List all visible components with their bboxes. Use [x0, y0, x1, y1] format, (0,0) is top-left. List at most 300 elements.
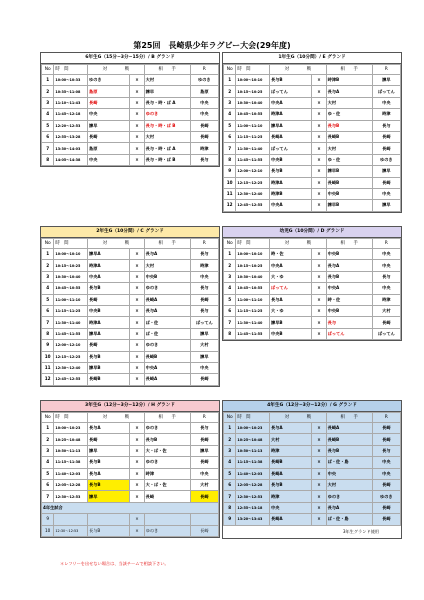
match-time: 14:05〜14:38 — [54, 154, 88, 165]
col-ref: R — [190, 65, 218, 75]
team-a: 長与A — [88, 423, 130, 434]
referee: 時津 — [372, 294, 400, 305]
team-b: 長与A — [144, 249, 190, 260]
team-a: 諫早A — [88, 328, 130, 339]
match-no: 5 — [42, 294, 54, 305]
referee: 時津 — [372, 109, 400, 120]
team-a: 長崎A — [270, 514, 312, 525]
referee: 諫早 — [372, 166, 400, 177]
match-no: 2 — [224, 260, 236, 271]
table-row — [224, 200, 401, 211]
table-row — [224, 154, 401, 165]
versus-mark: × — [312, 305, 326, 316]
versus-mark: × — [130, 75, 144, 86]
team-b: 長与・時・ば A — [144, 97, 190, 108]
team-a: 長崎 — [88, 131, 130, 142]
match-time: 12:30〜12:53 — [236, 491, 270, 502]
referee: 長崎 — [372, 479, 400, 490]
team-a: ゆのき — [88, 75, 130, 86]
team-a: 長崎 — [88, 340, 130, 351]
table-row — [42, 445, 219, 456]
referee: 長崎 — [190, 434, 218, 445]
table-row — [42, 423, 219, 434]
referee: 長崎 — [372, 143, 400, 154]
versus-mark: × — [312, 166, 326, 177]
team-b: ば・佐 — [144, 317, 190, 328]
block-header: 6年生G（15分−3分−15分）/ B グランド — [41, 53, 219, 64]
table-row — [224, 120, 401, 131]
referee: 長与 — [372, 271, 400, 282]
table-row — [42, 317, 219, 328]
match-no: 3 — [224, 97, 236, 108]
team-a: 中央 — [270, 502, 312, 513]
match-time: 12:45〜12:55 — [54, 374, 88, 385]
team-b: ば・佐 — [144, 328, 190, 339]
match-time: 10:30〜10:40 — [236, 271, 270, 282]
table-row — [224, 177, 401, 188]
kinder-schedule — [222, 226, 402, 341]
schedule-table — [223, 238, 401, 340]
table-row — [42, 374, 219, 385]
match-time: 11:00〜11:10 — [54, 294, 88, 305]
table-row — [224, 86, 401, 97]
col-no: No — [224, 413, 236, 423]
match-time: 10:00〜10:23 — [54, 423, 88, 434]
match-time: 11:45〜11:55 — [54, 328, 88, 339]
team-a: 長与B — [88, 283, 130, 294]
team-b: 中央B — [144, 271, 190, 282]
team-b: 大村 — [326, 143, 372, 154]
versus-mark: × — [130, 423, 144, 434]
match-no: 7 — [224, 143, 236, 154]
match-no: 5 — [224, 294, 236, 305]
referee: 長与 — [190, 154, 218, 165]
referee: 長崎 — [190, 374, 218, 385]
schedule-table — [41, 238, 219, 386]
referee: 諫早 — [372, 200, 400, 211]
match-time: 11:10〜11:43 — [54, 97, 88, 108]
versus-mark: × — [130, 109, 144, 120]
referee: 大村 — [372, 305, 400, 316]
match-no: 1 — [42, 423, 54, 434]
grade2-schedule — [40, 226, 220, 387]
table-row — [224, 283, 401, 294]
versus-mark: × — [130, 457, 144, 468]
team-a: 中央A — [270, 97, 312, 108]
col-vs: 対 戦 — [270, 413, 327, 423]
col-no: No — [224, 239, 236, 249]
team-a: 大村 — [270, 434, 312, 445]
match-time: 10:00〜10:10 — [236, 249, 270, 260]
match-no: 3 — [42, 97, 54, 108]
col-opponent: 相 手 — [326, 65, 372, 75]
versus-mark: × — [130, 131, 144, 142]
table-row — [42, 249, 219, 260]
referee: 長崎 — [372, 514, 400, 525]
team-a: 長与B — [270, 166, 312, 177]
team-b: 中央A — [144, 362, 190, 373]
table-row — [42, 305, 219, 316]
referee: 長与 — [372, 120, 400, 131]
match-time: 11:45〜11:55 — [236, 328, 270, 339]
col-no: No — [224, 65, 236, 75]
team-a: 時津 — [270, 491, 312, 502]
match-no: 2 — [224, 86, 236, 97]
table-row — [42, 457, 219, 468]
versus-mark: × — [312, 457, 326, 468]
match-no: 9 — [42, 340, 54, 351]
col-ref: R — [190, 413, 218, 423]
table-row — [42, 468, 219, 479]
team-a: 長崎B — [88, 374, 130, 385]
col-vs: 対 戦 — [88, 239, 145, 249]
match-no: 2 — [42, 260, 54, 271]
team-b: 大村 — [326, 479, 372, 490]
team-b: 長与・時・ば B — [144, 154, 190, 165]
team-a: 長与B — [88, 457, 130, 468]
team-b: 長崎A — [144, 294, 190, 305]
match-time: 10:30〜10:40 — [236, 97, 270, 108]
match-time: 10:00〜10:23 — [236, 423, 270, 434]
table-row — [42, 294, 219, 305]
match-time: 11:40〜12:03 — [236, 468, 270, 479]
match-time: 11:40〜12:03 — [54, 468, 88, 479]
team-b: 長与A — [326, 86, 372, 97]
referee: 長与 — [190, 305, 218, 316]
referee: 時津 — [190, 260, 218, 271]
referee: 諫早 — [190, 328, 218, 339]
match-time: 12:00〜12:10 — [236, 166, 270, 177]
match-time: 12:30〜12:53 — [54, 525, 88, 536]
match-time: 11:15〜11:38 — [54, 457, 88, 468]
match-time: 12:05〜12:28 — [236, 479, 270, 490]
versus-mark: × — [312, 86, 326, 97]
match-time: 12:45〜12:55 — [236, 200, 270, 211]
team-a: 時・佐 — [270, 249, 312, 260]
team-a: 時津B — [270, 188, 312, 199]
versus-mark: × — [312, 328, 326, 339]
team-a: 島原 — [88, 143, 130, 154]
versus-mark: × — [130, 283, 144, 294]
match-no: 9 — [42, 514, 54, 525]
match-no: 8 — [224, 154, 236, 165]
match-time: 12:30〜12:53 — [54, 491, 88, 502]
team-b: ぱってん — [326, 328, 372, 339]
match-time: 12:55〜13:18 — [236, 502, 270, 513]
versus-mark: × — [130, 86, 144, 97]
versus-mark: × — [312, 188, 326, 199]
match-no: 6 — [42, 479, 54, 490]
match-no: 1 — [42, 249, 54, 260]
referee: 長崎 — [190, 294, 218, 305]
team-b: 長崎B — [326, 177, 372, 188]
team-b: 大村 — [144, 75, 190, 86]
team-b: ゆのき — [144, 423, 190, 434]
table-row — [224, 479, 401, 490]
column-header-row — [42, 413, 219, 423]
referee: 中央 — [190, 97, 218, 108]
match-time: 11:45〜12:18 — [54, 109, 88, 120]
referee-note: ＊レフリーを出せない場合は、当該チームで相談下さい。 — [60, 561, 169, 566]
col-opponent: 相 手 — [144, 65, 190, 75]
referee: 長与 — [190, 283, 218, 294]
table-row — [224, 271, 401, 282]
referee: ぱってん — [190, 317, 218, 328]
table-row — [42, 120, 219, 131]
team-a: 長与A — [270, 423, 312, 434]
table-row — [224, 502, 401, 513]
team-b: 長与B — [326, 445, 372, 456]
referee: 中央 — [190, 362, 218, 373]
block-header: 1年生G（10分間）/ E グランド — [223, 53, 401, 64]
team-b: 長崎A — [326, 423, 372, 434]
match-time: 11:15〜11:25 — [54, 305, 88, 316]
referee: 長崎 — [190, 120, 218, 131]
team-a: 時津 — [270, 445, 312, 456]
table-row — [224, 131, 401, 142]
match-time: 11:15〜11:25 — [236, 131, 270, 142]
match-time: 12:30〜12:40 — [54, 362, 88, 373]
match-no: 5 — [224, 120, 236, 131]
referee: ぱってん — [372, 328, 400, 339]
col-opponent: 相 手 — [326, 413, 372, 423]
match-no: 4 — [42, 283, 54, 294]
versus-mark: × — [130, 351, 144, 362]
versus-mark: × — [130, 434, 144, 445]
team-a: 長与B — [88, 351, 130, 362]
team-a: 長崎A — [270, 131, 312, 142]
match-time: 10:50〜11:13 — [54, 445, 88, 456]
versus-mark: × — [130, 154, 144, 165]
match-no: 5 — [224, 468, 236, 479]
match-no: 7 — [224, 491, 236, 502]
referee: 長崎 — [190, 457, 218, 468]
table-row — [42, 283, 219, 294]
team-a: 時津A — [270, 177, 312, 188]
sub-section-label: 4年生試合 — [42, 502, 219, 513]
column-header-row — [42, 239, 219, 249]
versus-mark: × — [312, 131, 326, 142]
table-row — [42, 131, 219, 142]
referee: 中央 — [190, 271, 218, 282]
team-b: 大村 — [144, 131, 190, 142]
versus-mark: × — [130, 445, 144, 456]
table-row — [224, 260, 401, 271]
team-b: 長崎 — [144, 491, 190, 502]
match-time: 10:25〜10:48 — [54, 434, 88, 445]
schedule-table — [223, 64, 401, 212]
match-no: 1 — [224, 75, 236, 86]
table-row — [42, 154, 219, 165]
col-no: No — [42, 239, 54, 249]
versus-mark: × — [312, 143, 326, 154]
match-time: 11:45〜11:55 — [236, 154, 270, 165]
referee: ぱってん — [372, 86, 400, 97]
block-header: 2年生G（10分間）/ C グランド — [41, 227, 219, 238]
referee: 大村 — [190, 340, 218, 351]
match-no: 8 — [224, 328, 236, 339]
match-no: 4 — [224, 283, 236, 294]
table-row — [42, 525, 219, 536]
team-a: 長与B — [88, 525, 130, 536]
match-time: 10:15〜10:25 — [54, 260, 88, 271]
versus-mark: × — [312, 445, 326, 456]
referee: 長与 — [372, 445, 400, 456]
match-no: 2 — [224, 434, 236, 445]
versus-mark: × — [130, 294, 144, 305]
match-no: 3 — [42, 271, 54, 282]
referee: ゆのき — [372, 154, 400, 165]
versus-mark: × — [130, 328, 144, 339]
team-b: 長崎A — [144, 374, 190, 385]
match-no: 3 — [224, 271, 236, 282]
team-a: 中央B — [270, 154, 312, 165]
team-b: 大・ば・佐 — [144, 479, 190, 490]
col-time: 時 間 — [54, 413, 88, 423]
table-row — [42, 260, 219, 271]
team-a: 中央B — [270, 328, 312, 339]
match-no: 4 — [42, 457, 54, 468]
column-header-row — [224, 413, 401, 423]
team-a: 時津A — [88, 260, 130, 271]
referee: 長与 — [190, 249, 218, 260]
table-row — [42, 271, 219, 282]
col-time: 時 間 — [236, 65, 270, 75]
match-no: 11 — [42, 362, 54, 373]
match-time: 12:00〜12:10 — [54, 340, 88, 351]
referee: 諫早 — [190, 445, 218, 456]
table-row — [224, 305, 401, 316]
versus-mark: × — [312, 491, 326, 502]
table-row — [224, 328, 401, 339]
match-no: 7 — [42, 491, 54, 502]
team-b: 大村 — [144, 260, 190, 271]
match-no: 6 — [224, 131, 236, 142]
team-a: 中央A — [88, 271, 130, 282]
match-time: 13:20〜13:43 — [236, 514, 270, 525]
match-time: 11:30〜11:40 — [236, 317, 270, 328]
team-a: 大・ゆ — [270, 305, 312, 316]
referee: 長崎 — [372, 423, 400, 434]
match-time: 10:45〜10:55 — [54, 283, 88, 294]
team-b: 長崎B — [326, 131, 372, 142]
team-b: 大村 — [326, 97, 372, 108]
versus-mark: × — [312, 294, 326, 305]
match-time: 10:25〜10:48 — [236, 434, 270, 445]
table-row — [224, 188, 401, 199]
match-time: 11:15〜11:25 — [236, 305, 270, 316]
match-no: 2 — [42, 86, 54, 97]
match-no: 7 — [42, 143, 54, 154]
referee: 中央 — [372, 468, 400, 479]
team-b: 中央 — [326, 468, 372, 479]
referee: 中央 — [372, 260, 400, 271]
col-opponent: 相 手 — [326, 239, 372, 249]
grade1-schedule — [222, 52, 402, 213]
team-b: 中央B — [326, 249, 372, 260]
team-b: 長与B — [144, 434, 190, 445]
team-b: 諫早B — [326, 166, 372, 177]
team-b: ゆ・佐 — [326, 109, 372, 120]
versus-mark: × — [130, 305, 144, 316]
team-b: 長与・時・ば A — [144, 143, 190, 154]
versus-mark: × — [130, 260, 144, 271]
column-header-row — [224, 239, 401, 249]
team-b: 中央B — [326, 305, 372, 316]
referee: 諫早 — [372, 75, 400, 86]
table-row — [42, 86, 219, 97]
referee: 中央 — [372, 97, 400, 108]
match-time: 10:15〜10:25 — [236, 86, 270, 97]
column-header-row — [224, 65, 401, 75]
referee: 長崎 — [372, 317, 400, 328]
referee — [190, 514, 218, 525]
team-b: 長与・時・ば B — [144, 120, 190, 131]
match-time: 12:15〜12:25 — [54, 351, 88, 362]
match-time: 10:45〜10:55 — [236, 109, 270, 120]
versus-mark: × — [130, 514, 144, 525]
match-time: 10:45〜10:55 — [236, 283, 270, 294]
referee: ゆのき — [372, 491, 400, 502]
match-time: 10:50〜11:13 — [236, 445, 270, 456]
match-time: 12:15〜12:25 — [236, 177, 270, 188]
grade3-schedule — [40, 400, 220, 538]
match-no: 10 — [42, 351, 54, 362]
table-row — [224, 434, 401, 445]
table-row — [42, 340, 219, 351]
match-time: 12:30〜12:40 — [236, 188, 270, 199]
col-no: No — [42, 65, 54, 75]
table-row — [42, 143, 219, 154]
team-a: 中央 — [88, 109, 130, 120]
table-row — [42, 351, 219, 362]
team-b: ゆのき — [144, 525, 190, 536]
table-row — [224, 75, 401, 86]
team-a: 中央 — [88, 154, 130, 165]
versus-mark: × — [312, 249, 326, 260]
block-header: 幼児G（10分間）/ D グランド — [223, 227, 401, 238]
block-header: 3年生G（12分−3分−12分）/ H グランド — [41, 401, 219, 412]
col-opponent: 相 手 — [144, 239, 190, 249]
match-no: 12 — [224, 200, 236, 211]
versus-mark: × — [130, 120, 144, 131]
match-time: 10:30〜10:40 — [54, 271, 88, 282]
match-no: 3 — [42, 445, 54, 456]
team-b: 諫早B — [326, 200, 372, 211]
match-no: 11 — [224, 188, 236, 199]
versus-mark: × — [312, 514, 326, 525]
referee: 長与 — [190, 423, 218, 434]
table-row — [224, 468, 401, 479]
team-a: 諫早B — [88, 362, 130, 373]
team-a: 時津A — [270, 109, 312, 120]
team-a: 中央B — [88, 305, 130, 316]
team-b: 長与A — [326, 260, 372, 271]
team-b: ば・佐・島 — [326, 514, 372, 525]
col-time: 時 間 — [236, 239, 270, 249]
referee: 中央 — [372, 283, 400, 294]
team-b: ば・佐・島 — [326, 457, 372, 468]
schedule-table — [41, 412, 219, 537]
team-b: 時・佐 — [326, 294, 372, 305]
team-a: 長与A — [270, 294, 312, 305]
referee: 中央 — [372, 249, 400, 260]
referee: 中央 — [372, 457, 400, 468]
table-row — [224, 445, 401, 456]
match-no: 10 — [224, 177, 236, 188]
match-time: 13:30〜14:03 — [54, 143, 88, 154]
versus-mark: × — [130, 374, 144, 385]
